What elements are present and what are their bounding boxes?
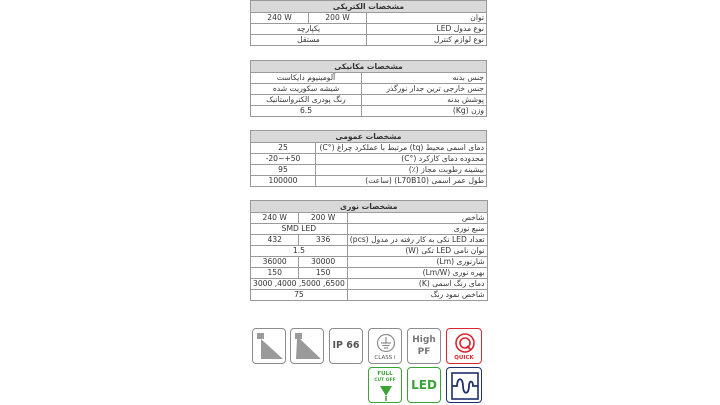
wide-beam-icon	[252, 328, 286, 364]
value-cell: 150	[251, 268, 299, 279]
table-header	[251, 61, 487, 73]
quick-text: QUICK	[454, 355, 474, 361]
section-title: مشخصات مکانیکی	[251, 61, 487, 73]
value-cell: 25	[251, 143, 316, 154]
value-cell: مستقل	[251, 35, 367, 46]
value-cell: SMD LED	[251, 224, 348, 235]
value-cell: 6.5	[251, 106, 362, 117]
led-icon	[407, 367, 441, 403]
value-cell: 240 W	[251, 13, 309, 24]
table-row	[251, 213, 488, 224]
value-cell: 36000	[251, 257, 299, 268]
value-cell: 200 W	[299, 213, 347, 224]
table-row	[251, 143, 487, 154]
label-cell: محدوده دمای کارکرد (°C)	[316, 154, 487, 165]
value-cell: 240 W	[251, 213, 299, 224]
table-row	[251, 84, 487, 95]
label-cell: جنس بدنه	[362, 73, 487, 84]
pf-text: PF	[417, 347, 431, 357]
optical-specs-table	[250, 200, 488, 301]
value-cell: یکپارچه	[251, 24, 367, 35]
label-cell: دمای اسمی محیط (tq) مرتبط با عملکرد چراغ (°C)	[316, 143, 487, 154]
electrical-specs-table	[250, 0, 487, 46]
label-cell: پوشش بدنه	[362, 95, 487, 106]
label-cell: منبع نوری	[347, 224, 487, 235]
ip66-icon	[329, 328, 363, 364]
value-cell: 150	[299, 268, 347, 279]
section-title: مشخصات نوری	[251, 201, 488, 213]
mechanical-specs-table	[250, 60, 487, 117]
table-row	[251, 290, 488, 301]
value-cell: 200 W	[309, 13, 367, 24]
cutoff-text: CUT OFF	[374, 378, 396, 383]
table-row	[251, 235, 488, 246]
asymmetric-beam-icon	[290, 328, 324, 364]
table-row	[251, 35, 487, 46]
section-title: مشخصات عمومی	[251, 131, 487, 143]
table-row	[251, 224, 488, 235]
value-cell: 30000	[299, 257, 347, 268]
label-cell: طول عمر اسمی (L70B10) (ساعت)	[316, 176, 487, 187]
table-row	[251, 268, 488, 279]
full-text: FULL	[377, 371, 393, 377]
label-cell: شارنوری (Lm)	[347, 257, 487, 268]
value-cell: 432	[251, 235, 299, 246]
label-cell: توان نامی LED تکی (W)	[347, 246, 487, 257]
full-cutoff-icon	[368, 367, 402, 403]
value-cell: شیشه سکوریت شده	[251, 84, 362, 95]
label-cell: نوع مدول LED	[367, 24, 487, 35]
label-cell: توان	[367, 13, 487, 24]
label-cell: بهره نوری (Lm/W)	[347, 268, 487, 279]
class-text: CLASS I	[374, 355, 396, 361]
label-cell: شاخص	[347, 213, 487, 224]
section-title: مشخصات الکتریکی	[251, 1, 487, 13]
table-row	[251, 154, 487, 165]
led-text: LED	[411, 378, 437, 392]
value-cell: 3000 ,4000 ,5000 ,6500	[251, 279, 348, 290]
table-row	[251, 106, 487, 117]
label-cell: جنس خارجی ترین جدار نورگذر	[362, 84, 487, 95]
label-cell: بیشینه رطوبت مجاز (٪)	[316, 165, 487, 176]
value-cell: -20~+50	[251, 154, 316, 165]
value-cell: آلومینیوم دایکاست	[251, 73, 362, 84]
label-cell: شاخص نمود رنگ	[347, 290, 487, 301]
quick-install-icon	[446, 328, 482, 364]
label-cell: نوع لوازم کنترل	[367, 35, 487, 46]
table-row	[251, 257, 488, 268]
ip-rating-text: IP 66	[332, 340, 360, 351]
value-cell: 95	[251, 165, 316, 176]
table-row	[251, 24, 487, 35]
label-cell: وزن (Kg)	[362, 106, 487, 117]
table-row	[251, 13, 487, 24]
label-cell: تعداد LED تکی به کار رفته در مدول (pcs)	[347, 235, 487, 246]
table-row	[251, 165, 487, 176]
value-cell: 1.5	[251, 246, 348, 257]
class-one-icon	[368, 328, 402, 364]
table-row	[251, 176, 487, 187]
table-row	[251, 246, 488, 257]
value-cell: 336	[299, 235, 347, 246]
table-row	[251, 73, 487, 84]
high-text: High	[412, 335, 436, 345]
table-header	[251, 131, 487, 143]
label-cell: دمای رنگ اسمی (K)	[347, 279, 487, 290]
value-cell: 75	[251, 290, 348, 301]
table-row	[251, 95, 487, 106]
value-cell: رنگ پودری الکترواستاتیک	[251, 95, 362, 106]
surge-protection-icon	[446, 367, 482, 403]
table-header	[251, 201, 488, 213]
general-specs-table	[250, 130, 487, 187]
table-row	[251, 279, 488, 290]
high-pf-icon	[407, 328, 441, 364]
value-cell: 100000	[251, 176, 316, 187]
table-header	[251, 1, 487, 13]
